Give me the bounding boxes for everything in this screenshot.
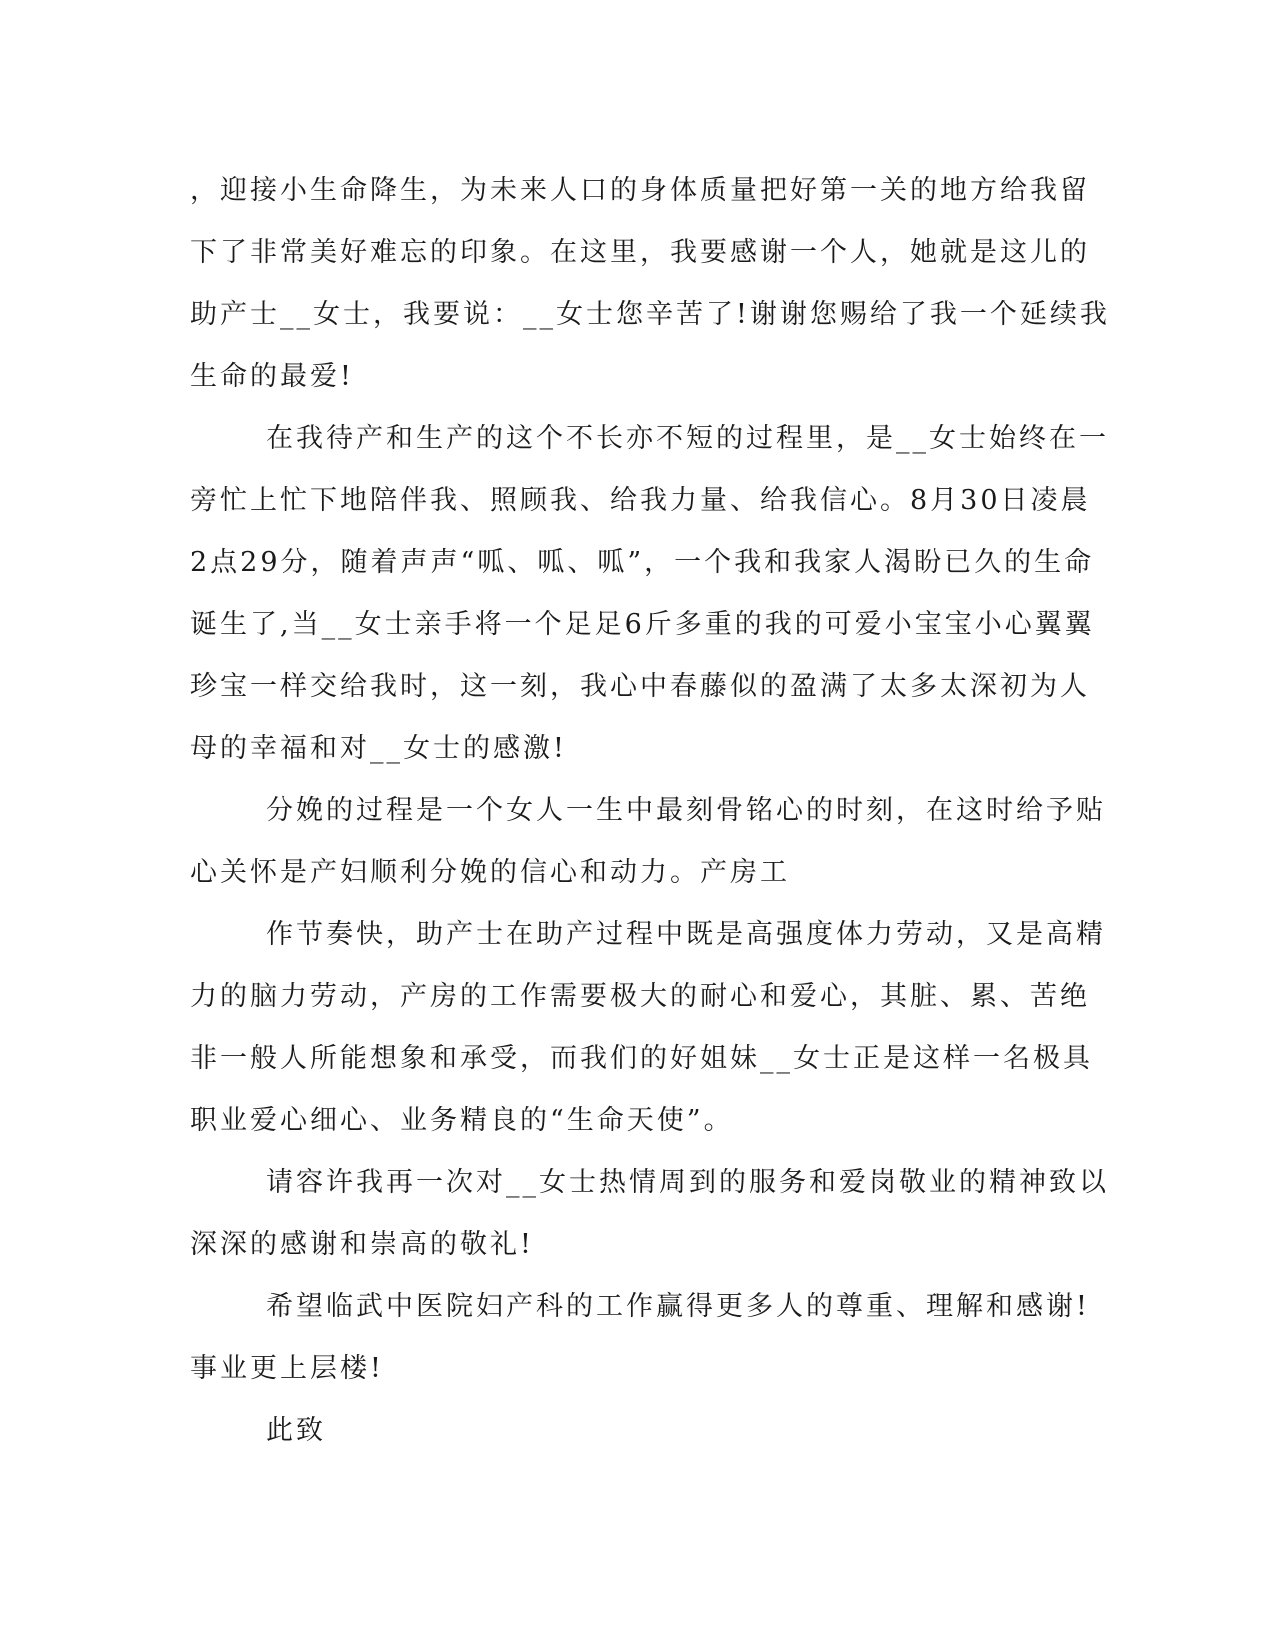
text-line: 作节奏快，助产士在助产过程中既是高强度体力劳动，又是高精	[266, 919, 1106, 950]
text-line: 在我待产和生产的这个不长亦不短的过程里，是__女士始终在一	[266, 423, 1109, 454]
text-line: 旁忙上忙下地陪伴我、照顾我、给我力量、给我信心。8月30日凌晨	[190, 485, 1091, 516]
paragraph-4	[190, 904, 1106, 1152]
text-line: 职业爱心细心、业务精良的“生命天使”。	[190, 1105, 734, 1136]
text-line: 希望临武中医院妇产科的工作赢得更多人的尊重、理解和感谢!	[266, 1291, 1090, 1322]
text-line: 分娩的过程是一个女人一生中最刻骨铭心的时刻，在这时给予贴	[266, 795, 1106, 826]
text-line: 请容许我再一次对__女士热情周到的服务和爱岗敬业的精神致以	[266, 1167, 1109, 1198]
text-line: 2点29分，随着声声“呱、呱、呱”，一个我和我家人渴盼已久的生命	[190, 547, 1095, 578]
text-line: 珍宝一样交给我时，这一刻，我心中春藤似的盈满了太多太深初为人	[190, 671, 1090, 702]
text-line: 助产士__女士，我要说：__女士您辛苦了!谢谢您赐给了我一个延续我	[190, 299, 1110, 330]
text-line: 非一般人所能想象和承受，而我们的好姐妹__女士正是这样一名极具	[190, 1043, 1093, 1074]
text-line: 下了非常美好难忘的印象。在这里，我要感谢一个人，她就是这儿的	[190, 237, 1090, 268]
text-line: 诞生了,当__女士亲手将一个足足6斤多重的我的可爱小宝宝小心翼翼	[190, 609, 1095, 640]
paragraph-1	[190, 160, 1110, 408]
text-line: 生命的最爱!	[190, 361, 354, 392]
text-line: 深深的感谢和崇高的敬礼!	[190, 1229, 534, 1260]
paragraph-3	[190, 780, 1106, 904]
text-line: 母的幸福和对__女士的感激!	[190, 733, 567, 764]
text-line: ，迎接小生命降生，为未来人口的身体质量把好第一关的地方给我留	[190, 175, 1090, 206]
closing-text: 此致	[266, 1415, 326, 1446]
document-page	[190, 160, 1110, 1462]
paragraph-7-closing	[190, 1400, 1090, 1462]
text-line: 心关怀是产妇顺利分娩的信心和动力。产房工	[190, 857, 790, 888]
paragraph-6	[190, 1276, 1090, 1400]
paragraph-2	[190, 408, 1109, 780]
text-line: 力的脑力劳动，产房的工作需要极大的耐心和爱心，其脏、累、苦绝	[190, 981, 1090, 1012]
paragraph-5	[190, 1152, 1109, 1276]
text-line: 事业更上层楼!	[190, 1353, 384, 1384]
